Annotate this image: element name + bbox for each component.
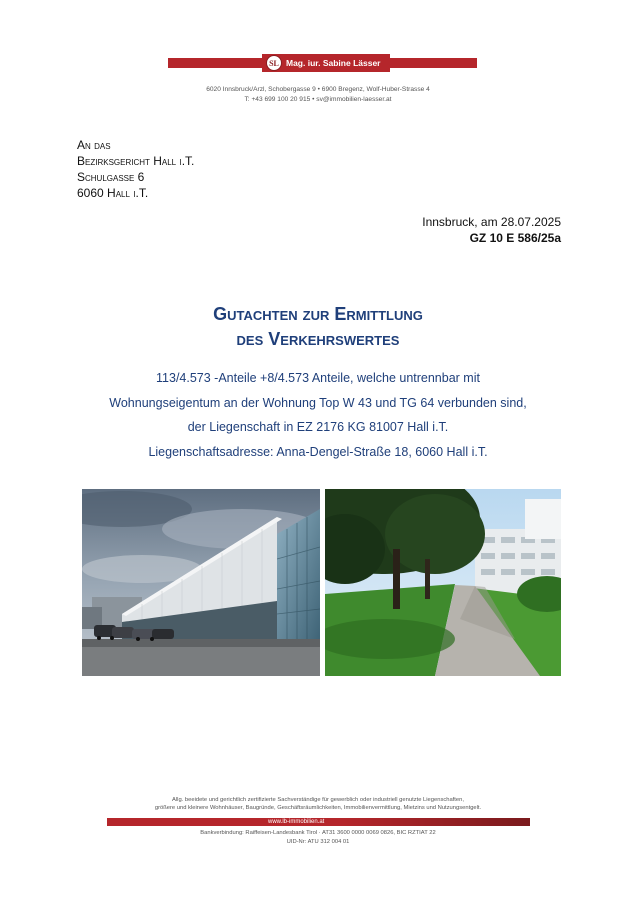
recipient-line: Schulgasse 6 <box>77 170 145 184</box>
logo-emblem-icon: SL <box>266 55 282 71</box>
reference-number: GZ 10 E 586/25a <box>469 231 561 245</box>
footer-website-link[interactable]: www.lb-immobilien.at <box>268 819 325 825</box>
letterhead-contact: T: +43 699 100 20 915 • sv@immobilien-laesser.at <box>244 96 392 103</box>
recipient-address <box>77 137 194 201</box>
subtitle-line: 113/4.573 -Anteile +8/4.573 Anteile, welche untrennbar mit <box>156 371 480 385</box>
letterhead-name: Mag. iur. Sabine Lässer <box>286 58 381 68</box>
document-subtitle <box>0 366 636 464</box>
footer-qualification-line: größere und kleinere Wohnhäuser, Baugründe, Geschäftsräumlichkeiten, Immobilienvermittlung, Mietzins und Nutzungsentgelt. <box>154 805 482 811</box>
letterhead-address: 6020 Innsbruck/Arzl, Schobergasse 9 • 6900 Bregenz, Wolf-Huber-Strasse 4 <box>206 86 430 93</box>
title-line: Gutachten zur Ermittlung <box>213 304 423 324</box>
place-date: Innsbruck, am 28.07.2025 <box>422 215 561 229</box>
garden-path-photo <box>325 489 561 676</box>
title-line: des Verkehrswertes <box>236 329 400 349</box>
recipient-line: Bezirksgericht Hall i.T. <box>77 154 195 168</box>
subtitle-line: Wohnungseigentum an der Wohnung Top W 43 und TG 64 verbunden sind, <box>109 395 527 410</box>
footer-uid: UID-Nr: ATU 312 004 01 <box>286 839 350 845</box>
subtitle-line: Liegenschaftsadresse: Anna-Dengel-Straße 18, 6060 Hall i.T. <box>148 444 488 459</box>
letterhead-logo <box>262 54 390 72</box>
footer-bank-details: Bankverbindung: Raiffeisen-Landesbank Tirol · AT31 3600 0000 0069 0826, BIC RZTIAT 22 <box>200 830 436 836</box>
subtitle-line: der Liegenschaft in EZ 2176 KG 81007 Hall i.T. <box>187 420 449 434</box>
footer-qualification-line: Allg. beeidete und gerichtlich zertifizierte Sachverständige für gewerblich oder industriell genutzte Liegenschaften, <box>172 797 464 803</box>
building-exterior-photo <box>82 489 320 676</box>
recipient-line: An das <box>77 138 111 152</box>
recipient-line: 6060 Hall i.T. <box>77 186 149 200</box>
date-block <box>422 214 561 246</box>
document-title <box>0 302 636 352</box>
